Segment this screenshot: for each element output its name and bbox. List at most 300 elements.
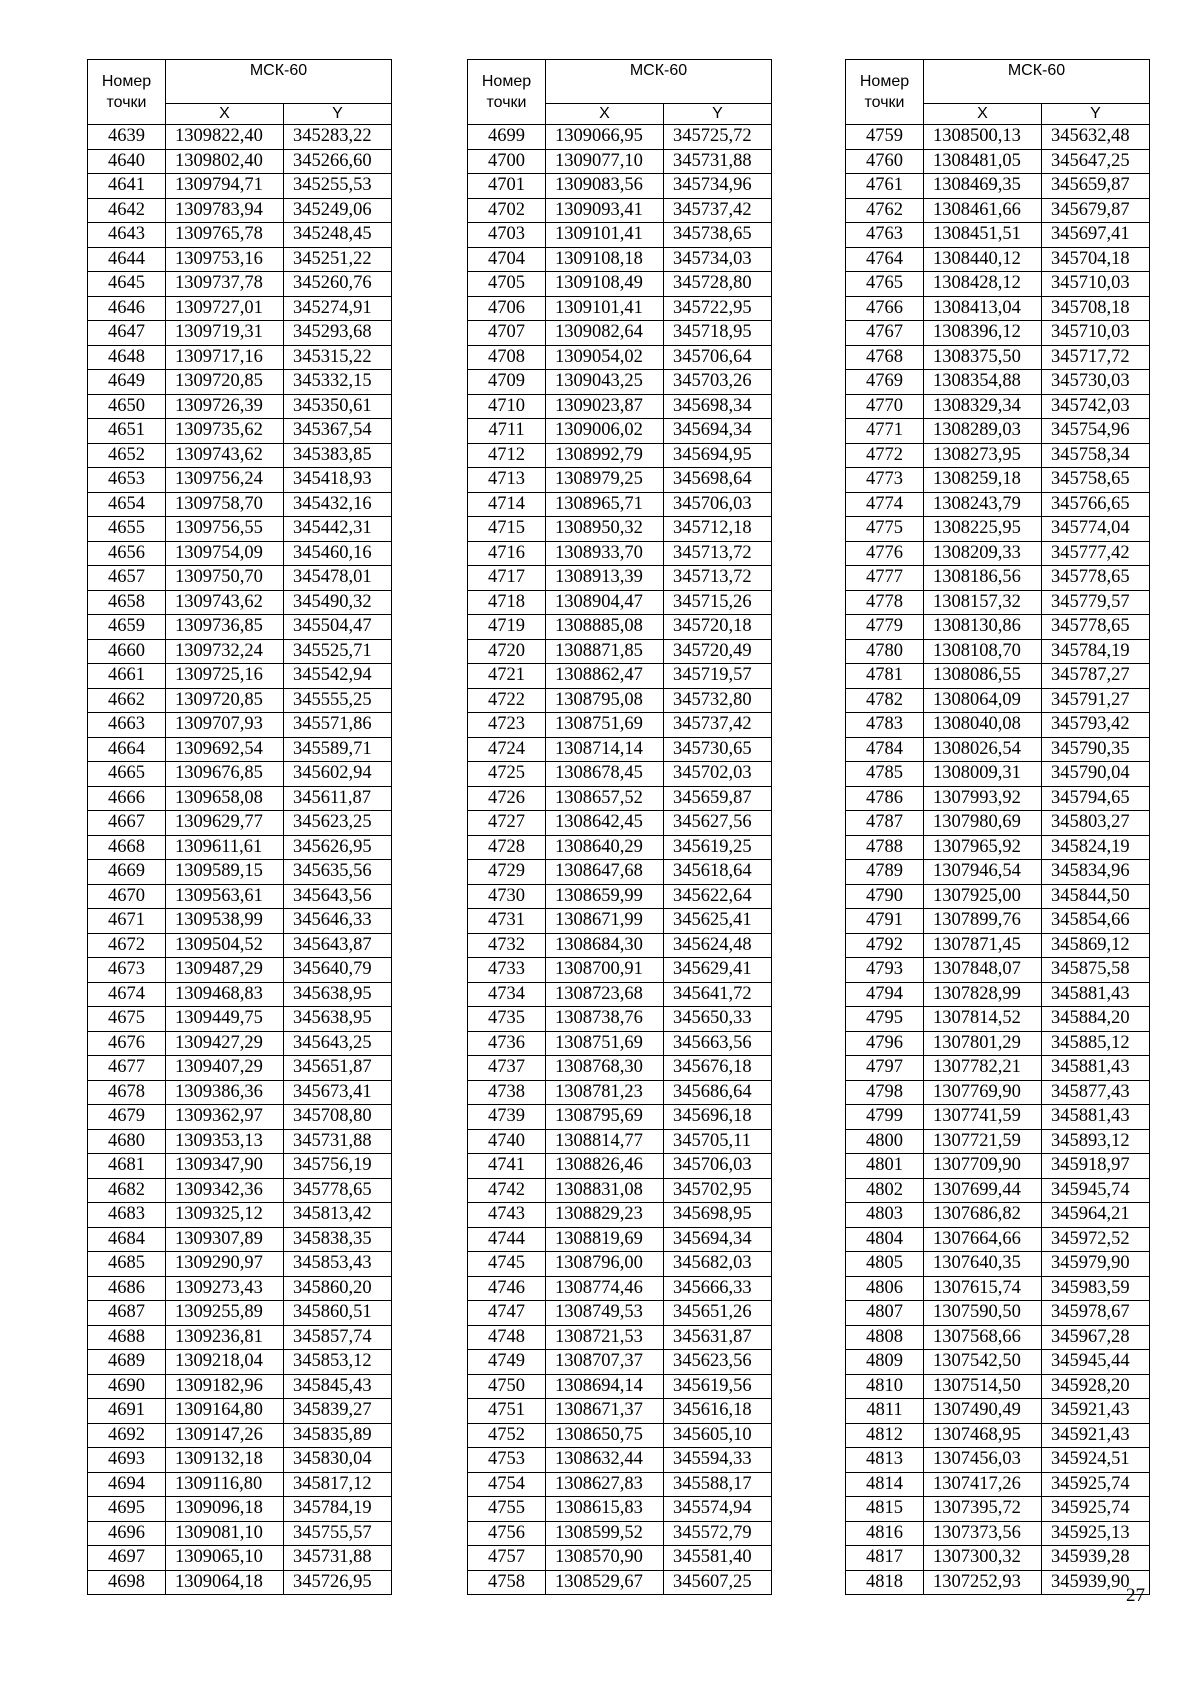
table-row [846, 1497, 1150, 1522]
point-number-cell: 4707 [468, 321, 546, 346]
y-coordinate-cell: 345605,10 [664, 1423, 772, 1448]
y-coordinate-cell: 345835,89 [284, 1423, 392, 1448]
y-coordinate-cell: 345925,74 [1042, 1472, 1150, 1497]
table-row [846, 1570, 1150, 1595]
table-row [846, 1007, 1150, 1032]
point-number-cell: 4714 [468, 492, 546, 517]
point-number-cell: 4751 [468, 1399, 546, 1424]
x-coordinate-cell: 1309353,13 [166, 1129, 284, 1154]
y-column-header: Y [1042, 104, 1150, 125]
point-number-cell: 4708 [468, 345, 546, 370]
x-column-header: X [924, 104, 1042, 125]
x-coordinate-cell: 1308243,79 [924, 492, 1042, 517]
point-number-cell: 4788 [846, 835, 924, 860]
point-number-cell: 4652 [88, 443, 166, 468]
point-number-cell: 4699 [468, 125, 546, 150]
point-number-cell: 4778 [846, 590, 924, 615]
table-row [88, 1227, 392, 1252]
y-coordinate-cell: 345332,15 [284, 370, 392, 395]
point-number-cell: 4799 [846, 1105, 924, 1130]
y-coordinate-cell: 345726,95 [284, 1570, 392, 1595]
y-coordinate-cell: 345730,65 [664, 737, 772, 762]
y-coordinate-cell: 345350,61 [284, 394, 392, 419]
y-coordinate-cell: 345793,42 [1042, 713, 1150, 738]
table-row [846, 1080, 1150, 1105]
table-row [88, 247, 392, 272]
x-coordinate-cell: 1308642,45 [546, 811, 664, 836]
point-number-cell: 4650 [88, 394, 166, 419]
table-row [468, 1521, 772, 1546]
x-coordinate-cell: 1309658,08 [166, 786, 284, 811]
x-coordinate-cell: 1308650,75 [546, 1423, 664, 1448]
y-coordinate-cell: 345698,34 [664, 394, 772, 419]
x-coordinate-cell: 1308461,66 [924, 198, 1042, 223]
table-row [468, 174, 772, 199]
point-number-cell: 4687 [88, 1301, 166, 1326]
x-coordinate-cell: 1309325,12 [166, 1203, 284, 1228]
x-coordinate-cell: 1309307,89 [166, 1227, 284, 1252]
table-row [846, 1325, 1150, 1350]
point-number-cell: 4658 [88, 590, 166, 615]
table-row [468, 345, 772, 370]
table-row [846, 1350, 1150, 1375]
point-number-cell: 4663 [88, 713, 166, 738]
x-coordinate-cell: 1308529,67 [546, 1570, 664, 1595]
point-number-cell: 4818 [846, 1570, 924, 1595]
point-number-cell: 4656 [88, 541, 166, 566]
point-number-cell: 4757 [468, 1546, 546, 1571]
point-number-cell: 4677 [88, 1056, 166, 1081]
table-row [88, 1350, 392, 1375]
point-number-cell: 4695 [88, 1497, 166, 1522]
y-coordinate-cell: 345638,95 [284, 982, 392, 1007]
y-coordinate-cell: 345784,19 [284, 1497, 392, 1522]
x-coordinate-cell: 1309362,97 [166, 1105, 284, 1130]
table-row [846, 517, 1150, 542]
table-row [846, 1252, 1150, 1277]
y-coordinate-cell: 345853,12 [284, 1350, 392, 1375]
point-number-cell: 4649 [88, 370, 166, 395]
table-row [468, 1448, 772, 1473]
y-coordinate-cell: 345698,95 [664, 1203, 772, 1228]
point-number-cell: 4800 [846, 1129, 924, 1154]
y-coordinate-cell: 345754,96 [1042, 419, 1150, 444]
table-row [846, 1203, 1150, 1228]
point-number-cell: 4779 [846, 615, 924, 640]
y-coordinate-cell: 345881,43 [1042, 1105, 1150, 1130]
x-coordinate-cell: 1309108,49 [546, 272, 664, 297]
point-number-cell: 4772 [846, 443, 924, 468]
x-coordinate-cell: 1309725,16 [166, 664, 284, 689]
y-coordinate-cell: 345651,87 [284, 1056, 392, 1081]
y-coordinate-cell: 345967,28 [1042, 1325, 1150, 1350]
point-number-cell: 4734 [468, 982, 546, 1007]
point-number-cell: 4716 [468, 541, 546, 566]
table-row [846, 933, 1150, 958]
y-coordinate-cell: 345572,79 [664, 1521, 772, 1546]
table-row [468, 517, 772, 542]
y-coordinate-cell: 345627,56 [664, 811, 772, 836]
y-coordinate-cell: 345555,25 [284, 688, 392, 713]
x-coordinate-cell: 1307925,00 [924, 884, 1042, 909]
point-number-cell: 4764 [846, 247, 924, 272]
point-number-cell: 4733 [468, 958, 546, 983]
y-coordinate-cell: 345623,25 [284, 811, 392, 836]
point-number-cell: 4762 [846, 198, 924, 223]
x-coordinate-cell: 1308707,37 [546, 1350, 664, 1375]
table-row [846, 174, 1150, 199]
table-row [468, 1276, 772, 1301]
point-number-cell: 4768 [846, 345, 924, 370]
y-coordinate-cell: 345651,26 [664, 1301, 772, 1326]
y-coordinate-cell: 345778,65 [1042, 566, 1150, 591]
y-coordinate-cell: 345844,50 [1042, 884, 1150, 909]
point-number-cell: 4760 [846, 149, 924, 174]
y-coordinate-cell: 345877,43 [1042, 1080, 1150, 1105]
x-coordinate-cell: 1308714,14 [546, 737, 664, 762]
coordinate-system-header: МСК-60 [924, 60, 1150, 104]
y-coordinate-cell: 345367,54 [284, 419, 392, 444]
y-coordinate-cell: 345921,43 [1042, 1423, 1150, 1448]
point-number-cell: 4770 [846, 394, 924, 419]
x-coordinate-cell: 1308570,90 [546, 1546, 664, 1571]
point-number-cell: 4792 [846, 933, 924, 958]
x-coordinate-cell: 1308796,00 [546, 1252, 664, 1277]
point-number-cell: 4709 [468, 370, 546, 395]
x-coordinate-cell: 1307899,76 [924, 909, 1042, 934]
table-row [88, 688, 392, 713]
y-coordinate-cell: 345643,25 [284, 1031, 392, 1056]
y-coordinate-cell: 345839,27 [284, 1399, 392, 1424]
x-coordinate-cell: 1308009,31 [924, 762, 1042, 787]
table-row [468, 688, 772, 713]
y-coordinate-cell: 345589,71 [284, 737, 392, 762]
x-coordinate-cell: 1308885,08 [546, 615, 664, 640]
x-coordinate-cell: 1309720,85 [166, 688, 284, 713]
x-coordinate-cell: 1308721,53 [546, 1325, 664, 1350]
point-number-cell: 4720 [468, 639, 546, 664]
y-coordinate-cell: 345834,96 [1042, 860, 1150, 885]
page-number: 27 [1126, 1585, 1145, 1606]
table-row [468, 933, 772, 958]
y-coordinate-cell: 345964,21 [1042, 1203, 1150, 1228]
point-number-cell: 4705 [468, 272, 546, 297]
y-coordinate-cell: 345640,79 [284, 958, 392, 983]
y-coordinate-cell: 345790,04 [1042, 762, 1150, 787]
y-coordinate-cell: 345884,20 [1042, 1007, 1150, 1032]
table-row [88, 1154, 392, 1179]
y-coordinate-cell: 345719,57 [664, 664, 772, 689]
point-number-cell: 4752 [468, 1423, 546, 1448]
y-coordinate-cell: 345778,65 [1042, 615, 1150, 640]
coordinate-system-header: МСК-60 [546, 60, 772, 104]
table-row [88, 1374, 392, 1399]
x-coordinate-cell: 1307814,52 [924, 1007, 1042, 1032]
point-number-cell: 4679 [88, 1105, 166, 1130]
x-coordinate-cell: 1308749,53 [546, 1301, 664, 1326]
table-row [846, 982, 1150, 1007]
x-coordinate-cell: 1307395,72 [924, 1497, 1042, 1522]
y-coordinate-cell: 345588,17 [664, 1472, 772, 1497]
x-coordinate-cell: 1308469,35 [924, 174, 1042, 199]
point-number-cell: 4739 [468, 1105, 546, 1130]
point-number-cell: 4719 [468, 615, 546, 640]
table-row [88, 1129, 392, 1154]
x-coordinate-cell: 1309732,24 [166, 639, 284, 664]
x-coordinate-cell: 1309290,97 [166, 1252, 284, 1277]
table-row [846, 1399, 1150, 1424]
point-number-cell: 4651 [88, 419, 166, 444]
x-coordinate-cell: 1308225,95 [924, 517, 1042, 542]
point-number-cell: 4657 [88, 566, 166, 591]
table-row [88, 1031, 392, 1056]
table-row [88, 1301, 392, 1326]
x-coordinate-cell: 1308913,39 [546, 566, 664, 591]
y-coordinate-cell: 345824,19 [1042, 835, 1150, 860]
x-coordinate-cell: 1308375,50 [924, 345, 1042, 370]
point-number-cell: 4765 [846, 272, 924, 297]
x-coordinate-cell: 1308413,04 [924, 296, 1042, 321]
y-coordinate-cell: 345697,41 [1042, 223, 1150, 248]
x-coordinate-cell: 1308130,86 [924, 615, 1042, 640]
table-row [846, 296, 1150, 321]
table-row [846, 149, 1150, 174]
x-coordinate-cell: 1309727,01 [166, 296, 284, 321]
y-coordinate-cell: 345778,65 [284, 1178, 392, 1203]
table-row [846, 664, 1150, 689]
y-coordinate-cell: 345619,25 [664, 835, 772, 860]
point-number-cell: 4816 [846, 1521, 924, 1546]
y-coordinate-cell: 345283,22 [284, 125, 392, 150]
table-row [468, 1374, 772, 1399]
point-number-cell: 4726 [468, 786, 546, 811]
point-number-cell: 4696 [88, 1521, 166, 1546]
table-row [88, 713, 392, 738]
y-coordinate-cell: 345869,12 [1042, 933, 1150, 958]
point-number-cell: 4785 [846, 762, 924, 787]
x-coordinate-cell: 1308396,12 [924, 321, 1042, 346]
y-coordinate-cell: 345255,53 [284, 174, 392, 199]
point-number-cell: 4790 [846, 884, 924, 909]
y-coordinate-cell: 345731,88 [284, 1546, 392, 1571]
point-number-cell: 4703 [468, 223, 546, 248]
y-coordinate-cell: 345696,18 [664, 1105, 772, 1130]
y-coordinate-cell: 345730,03 [1042, 370, 1150, 395]
y-coordinate-cell: 345779,57 [1042, 590, 1150, 615]
point-number-cell: 4777 [846, 566, 924, 591]
x-coordinate-cell: 1309054,02 [546, 345, 664, 370]
point-number-cell: 4717 [468, 566, 546, 591]
table-row [468, 125, 772, 150]
table-row [846, 713, 1150, 738]
y-coordinate-cell: 345875,58 [1042, 958, 1150, 983]
x-coordinate-cell: 1309342,36 [166, 1178, 284, 1203]
point-number-cell: 4812 [846, 1423, 924, 1448]
point-number-cell: 4761 [846, 174, 924, 199]
x-coordinate-cell: 1309504,52 [166, 933, 284, 958]
y-coordinate-cell: 345643,87 [284, 933, 392, 958]
y-coordinate-cell: 345979,90 [1042, 1252, 1150, 1277]
table-row [88, 394, 392, 419]
x-coordinate-cell: 1309822,40 [166, 125, 284, 150]
point-number-cell: 4642 [88, 198, 166, 223]
point-number-cell: 4759 [846, 125, 924, 150]
point-number-cell: 4710 [468, 394, 546, 419]
y-coordinate-cell: 345478,01 [284, 566, 392, 591]
y-coordinate-cell: 345581,40 [664, 1546, 772, 1571]
point-number-cell: 4804 [846, 1227, 924, 1252]
y-coordinate-cell: 345738,65 [664, 223, 772, 248]
point-number-cell: 4644 [88, 247, 166, 272]
table-row [468, 1472, 772, 1497]
point-number-cell: 4697 [88, 1546, 166, 1571]
point-number-cell: 4683 [88, 1203, 166, 1228]
table-row [468, 1056, 772, 1081]
y-coordinate-cell: 345249,06 [284, 198, 392, 223]
y-coordinate-cell: 345710,03 [1042, 272, 1150, 297]
point-number-cell: 4688 [88, 1325, 166, 1350]
table-row [846, 615, 1150, 640]
x-coordinate-cell: 1308862,47 [546, 664, 664, 689]
x-coordinate-cell: 1308979,25 [546, 468, 664, 493]
y-coordinate-cell: 345766,65 [1042, 492, 1150, 517]
table-row [88, 566, 392, 591]
x-coordinate-cell: 1309147,26 [166, 1423, 284, 1448]
x-coordinate-cell: 1307741,59 [924, 1105, 1042, 1130]
y-coordinate-cell: 345939,28 [1042, 1546, 1150, 1571]
table-row [846, 1472, 1150, 1497]
y-coordinate-cell: 345571,86 [284, 713, 392, 738]
x-coordinate-cell: 1309717,16 [166, 345, 284, 370]
x-coordinate-cell: 1307686,82 [924, 1203, 1042, 1228]
y-coordinate-cell: 345720,49 [664, 639, 772, 664]
table-row [468, 786, 772, 811]
table-row [468, 296, 772, 321]
table-row [88, 1570, 392, 1595]
point-number-cell: 4745 [468, 1252, 546, 1277]
table-row [468, 321, 772, 346]
x-coordinate-cell: 1308209,33 [924, 541, 1042, 566]
y-coordinate-cell: 345924,51 [1042, 1448, 1150, 1473]
table-row [468, 272, 772, 297]
y-coordinate-cell: 345706,03 [664, 492, 772, 517]
table-row [846, 1423, 1150, 1448]
y-coordinate-cell: 345676,18 [664, 1056, 772, 1081]
y-coordinate-cell: 345702,95 [664, 1178, 772, 1203]
x-coordinate-cell: 1307373,56 [924, 1521, 1042, 1546]
point-number-cell: 4672 [88, 933, 166, 958]
x-coordinate-cell: 1307300,32 [924, 1546, 1042, 1571]
table-row [468, 639, 772, 664]
x-coordinate-cell: 1309082,64 [546, 321, 664, 346]
y-coordinate-cell: 345925,13 [1042, 1521, 1150, 1546]
table-row [88, 1423, 392, 1448]
table-row [468, 982, 772, 1007]
x-coordinate-cell: 1308040,08 [924, 713, 1042, 738]
x-coordinate-cell: 1307801,29 [924, 1031, 1042, 1056]
table-row [846, 1031, 1150, 1056]
y-coordinate-cell: 345383,85 [284, 443, 392, 468]
table-row [846, 345, 1150, 370]
x-coordinate-cell: 1309720,85 [166, 370, 284, 395]
table-row [88, 345, 392, 370]
table-row [846, 909, 1150, 934]
table-row [846, 223, 1150, 248]
y-coordinate-cell: 345442,31 [284, 517, 392, 542]
x-coordinate-cell: 1309707,93 [166, 713, 284, 738]
table-row [468, 860, 772, 885]
y-coordinate-cell: 345635,56 [284, 860, 392, 885]
y-coordinate-cell: 345732,80 [664, 688, 772, 713]
x-coordinate-cell: 1309386,36 [166, 1080, 284, 1105]
point-number-cell: 4747 [468, 1301, 546, 1326]
point-number-cell: 4786 [846, 786, 924, 811]
x-coordinate-cell: 1308428,12 [924, 272, 1042, 297]
y-coordinate-cell: 345694,34 [664, 1227, 772, 1252]
table-row [846, 125, 1150, 150]
point-number-cell: 4692 [88, 1423, 166, 1448]
y-coordinate-cell: 345694,34 [664, 419, 772, 444]
table-row [468, 223, 772, 248]
point-number-cell: 4729 [468, 860, 546, 885]
x-coordinate-cell: 1308632,44 [546, 1448, 664, 1473]
x-coordinate-cell: 1307946,54 [924, 860, 1042, 885]
table-row [468, 811, 772, 836]
point-number-cell: 4811 [846, 1399, 924, 1424]
table-row [468, 1252, 772, 1277]
y-coordinate-cell: 345248,45 [284, 223, 392, 248]
table-row [468, 468, 772, 493]
table-row [846, 370, 1150, 395]
table-row [88, 321, 392, 346]
table-row [846, 590, 1150, 615]
point-number-cell: 4666 [88, 786, 166, 811]
point-number-cell: 4741 [468, 1154, 546, 1179]
y-coordinate-cell: 345706,64 [664, 345, 772, 370]
x-coordinate-cell: 1308157,32 [924, 590, 1042, 615]
point-number-cell: 4640 [88, 149, 166, 174]
x-coordinate-cell: 1307542,50 [924, 1350, 1042, 1375]
table-row [468, 1227, 772, 1252]
y-coordinate-cell: 345737,42 [664, 198, 772, 223]
x-coordinate-cell: 1307769,90 [924, 1080, 1042, 1105]
y-coordinate-cell: 345731,88 [284, 1129, 392, 1154]
point-number-cell: 4766 [846, 296, 924, 321]
table-row [88, 223, 392, 248]
y-coordinate-cell: 345632,48 [1042, 125, 1150, 150]
y-coordinate-cell: 345885,12 [1042, 1031, 1150, 1056]
x-coordinate-cell: 1309096,18 [166, 1497, 284, 1522]
x-coordinate-cell: 1309449,75 [166, 1007, 284, 1032]
x-coordinate-cell: 1309006,02 [546, 419, 664, 444]
point-number-cell: 4736 [468, 1031, 546, 1056]
x-coordinate-cell: 1308108,70 [924, 639, 1042, 664]
y-coordinate-cell: 345673,41 [284, 1080, 392, 1105]
y-coordinate-cell: 345679,87 [1042, 198, 1150, 223]
y-coordinate-cell: 345755,57 [284, 1521, 392, 1546]
table-row [468, 1497, 772, 1522]
x-coordinate-cell: 1309101,41 [546, 223, 664, 248]
point-number-cell: 4700 [468, 149, 546, 174]
table-row [468, 1350, 772, 1375]
table-row [88, 982, 392, 1007]
y-coordinate-cell: 345260,76 [284, 272, 392, 297]
y-coordinate-cell: 345622,64 [664, 884, 772, 909]
x-coordinate-cell: 1308657,52 [546, 786, 664, 811]
point-number-cell: 4718 [468, 590, 546, 615]
table-row [468, 541, 772, 566]
point-number-cell: 4674 [88, 982, 166, 1007]
